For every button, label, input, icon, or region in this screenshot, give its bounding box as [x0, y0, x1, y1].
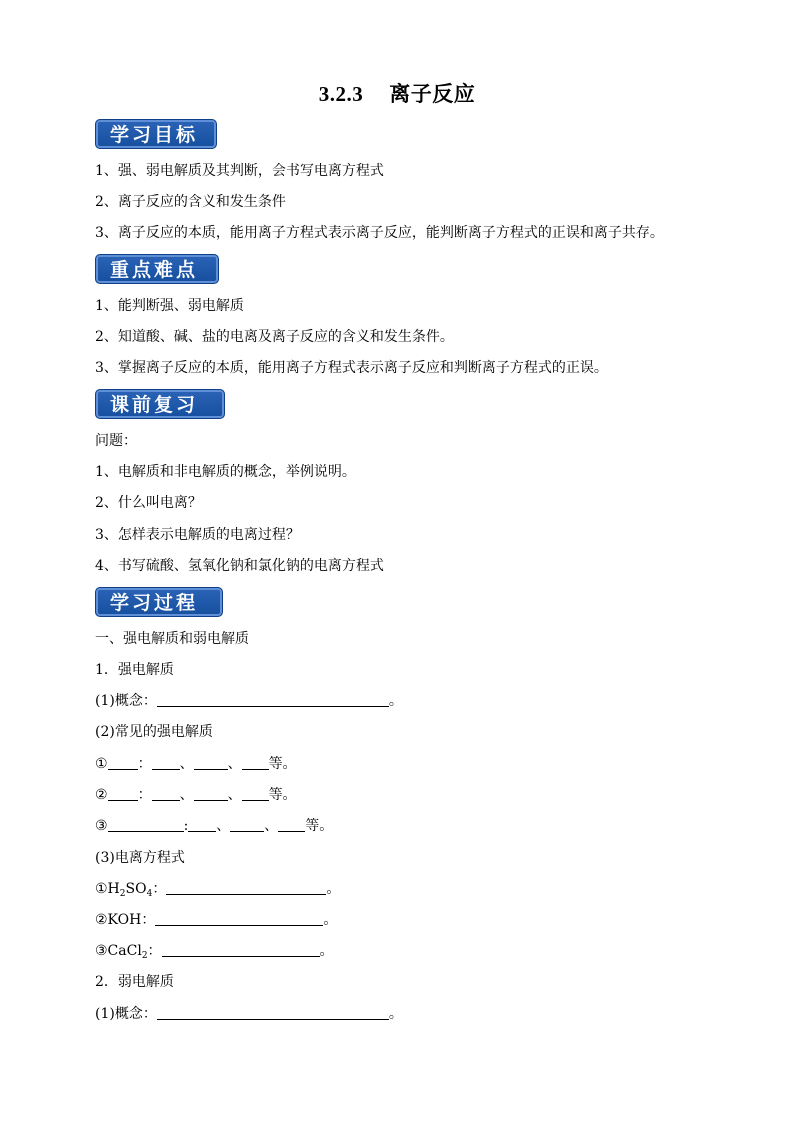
formula-subscript: 2	[119, 889, 126, 899]
category-blank[interactable]	[108, 786, 138, 801]
period: 。	[388, 1006, 403, 1022]
review-item-1: 1、电解质和非电解质的概念，举例说明。	[95, 464, 356, 480]
weak-concept-row	[95, 1005, 403, 1023]
goal-item-2: 2、离子反应的含义和发生条件	[95, 194, 286, 210]
separator: 、	[179, 787, 194, 803]
circle-number-2: ②	[95, 787, 108, 803]
example-blank[interactable]	[278, 817, 305, 832]
concept-blank[interactable]	[157, 1005, 389, 1020]
circle-number-1: ①	[95, 756, 108, 772]
separator: 、	[227, 787, 242, 803]
key-point-item-2: 2、知道酸、碱、盐的电离及离子反应的含义和发生条件。	[95, 329, 454, 345]
colon: ：	[147, 943, 162, 959]
etc-text: 等。	[268, 756, 297, 772]
review-item-3: 3、怎样表示电解质的电离过程？	[95, 527, 300, 543]
colon: ：	[137, 787, 152, 803]
equation-row-koh	[95, 911, 337, 929]
strong-concept-row	[95, 692, 403, 710]
concept-blank[interactable]	[157, 692, 389, 707]
common-strong-row-1	[95, 755, 297, 773]
colon: ：	[137, 756, 152, 772]
concept-label: (1)概念：	[95, 693, 157, 709]
formula-part: ①H	[95, 881, 120, 897]
equation-blank[interactable]	[166, 880, 326, 895]
colon: :	[183, 818, 189, 834]
etc-text: 等。	[268, 787, 297, 803]
formula-label: ②KOH：	[95, 912, 156, 928]
section-badge-process: 学习过程	[95, 587, 223, 617]
review-intro: 问题：	[95, 433, 137, 449]
etc-text: 等。	[305, 818, 334, 834]
formula-subscript: 4	[146, 889, 153, 899]
formula-subscript: 2	[141, 951, 148, 961]
separator: 、	[179, 756, 194, 772]
section-badge-review: 课前复习	[95, 389, 225, 419]
example-blank[interactable]	[242, 755, 269, 770]
process-part-heading: 一、强电解质和弱电解质	[95, 631, 249, 647]
equation-row-cacl2	[95, 942, 334, 965]
section-badge-goals: 学习目标	[95, 119, 217, 149]
category-blank[interactable]	[108, 817, 184, 832]
category-blank[interactable]	[108, 755, 138, 770]
formula-part: SO	[125, 881, 147, 897]
review-item-4: 4、书写硫酸、氢氧化钠和氯化钠的电离方程式	[95, 558, 384, 574]
formula-part: ③CaCl	[95, 943, 142, 959]
title-text: 离子反应	[389, 81, 476, 106]
example-blank[interactable]	[194, 755, 228, 770]
period: 。	[319, 943, 334, 959]
equation-heading: (3)电离方程式	[95, 850, 185, 866]
key-point-item-3: 3、掌握离子反应的本质，能用离子方程式表示离子反应和判断离子方程式的正误。	[95, 360, 608, 376]
example-blank[interactable]	[188, 817, 216, 832]
colon: ：	[152, 881, 167, 897]
weak-electrolyte-heading: 2．弱电解质	[95, 974, 174, 990]
period: 。	[388, 693, 403, 709]
equation-blank[interactable]	[162, 942, 320, 957]
common-strong-heading: (2)常见的强电解质	[95, 724, 213, 740]
example-blank[interactable]	[242, 786, 269, 801]
common-strong-row-2	[95, 786, 297, 804]
period: 。	[323, 912, 338, 928]
equation-row-h2so4	[95, 880, 340, 903]
example-blank[interactable]	[152, 755, 180, 770]
circle-number-3: ③	[95, 818, 108, 834]
key-point-item-1: 1、能判断强、弱电解质	[95, 298, 244, 314]
separator: 、	[264, 818, 279, 834]
concept-label: (1)概念：	[95, 1006, 157, 1022]
title-number: 3.2.3	[318, 82, 364, 106]
strong-electrolyte-heading: 1．强电解质	[95, 662, 174, 678]
separator: 、	[216, 818, 231, 834]
example-blank[interactable]	[194, 786, 228, 801]
section-badge-key-points: 重点难点	[95, 254, 219, 284]
separator: 、	[227, 756, 242, 772]
review-item-2: 2、什么叫电离？	[95, 495, 202, 511]
example-blank[interactable]	[230, 817, 264, 832]
goal-item-3: 3、离子反应的本质，能用离子方程式表示离子反应，能判断离子方程式的正误和离子共存。	[95, 225, 664, 241]
common-strong-row-3	[95, 817, 333, 835]
period: 。	[326, 881, 341, 897]
example-blank[interactable]	[152, 786, 180, 801]
equation-blank[interactable]	[155, 911, 323, 926]
page-title	[0, 78, 794, 108]
goal-item-1: 1、强、弱电解质及其判断，会书写电离方程式	[95, 163, 384, 179]
